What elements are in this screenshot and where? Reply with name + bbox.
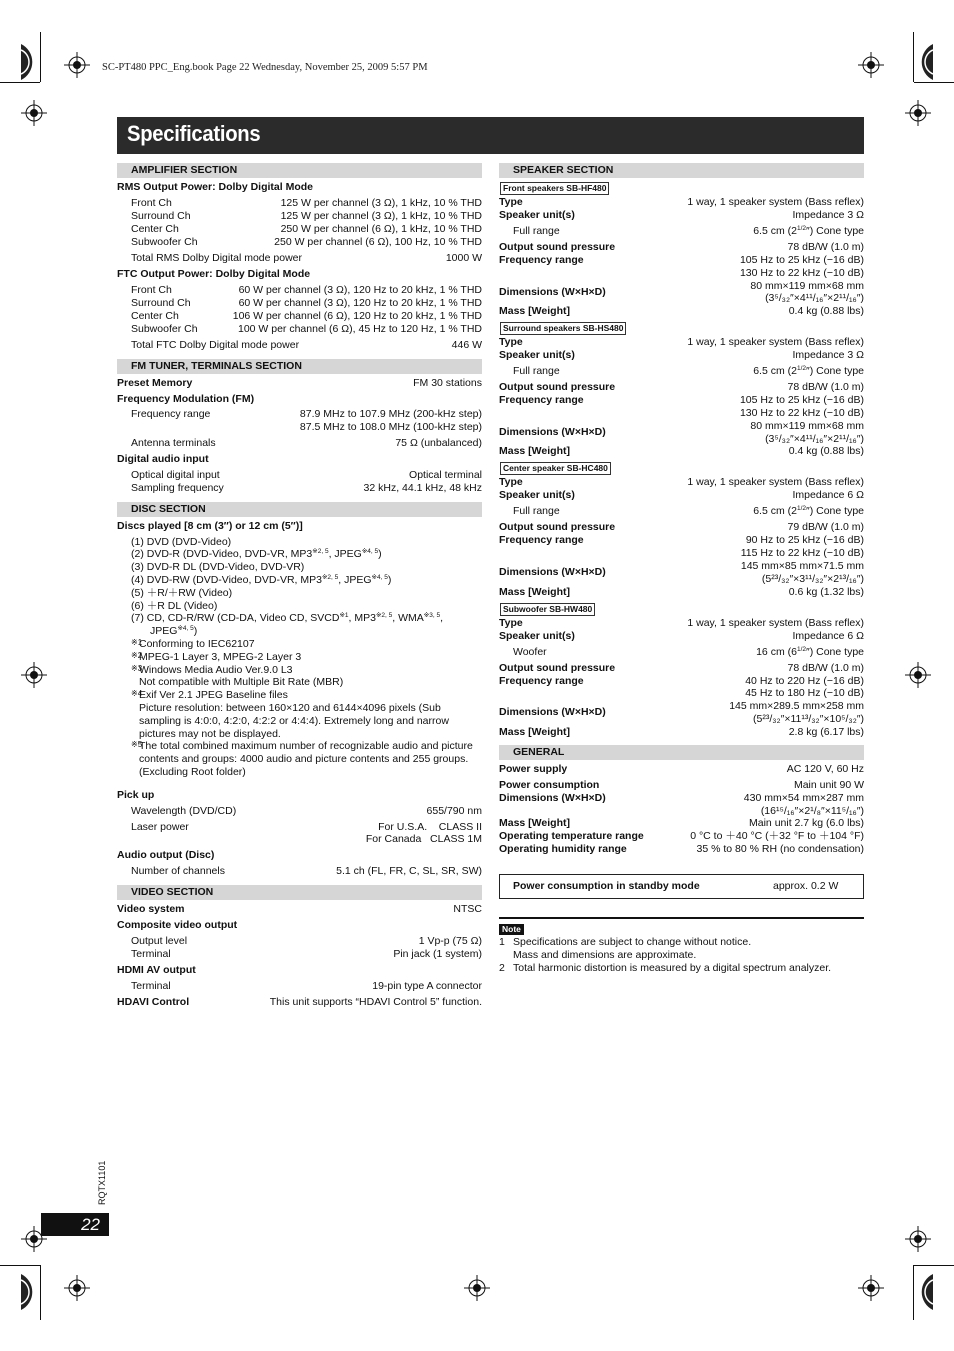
disc-footnote: ※2 MPEG-1 Layer 3, MPEG-2 Layer 3 <box>131 650 302 663</box>
spec-row: Frequency range 105 Hz to 25 kHz (−16 dB) 130 Hz to 22 kHz (−10 dB) <box>499 394 864 419</box>
registration-mark-icon <box>464 1275 490 1301</box>
spec-row: Total RMS Dolby Digital mode power 1000 W <box>131 251 482 264</box>
spec-row: Speaker unit(s) Impedance 3 Ω <box>499 209 864 221</box>
spec-row: Center Ch 106 W per channel (6 Ω), 120 Hz to 20 kHz, 1 % THD <box>131 309 482 322</box>
spec-row: Mass [Weight] 2.8 kg (6.17 lbs) <box>499 725 864 738</box>
disc-item: (6) ＋R DL (Video) <box>131 599 218 612</box>
registration-mark-icon <box>905 662 931 688</box>
spec-row: Output sound pressure 78 dB/W (1.0 m) <box>499 661 864 674</box>
spec-row: Video system NTSC <box>117 902 482 915</box>
standby-power-box <box>499 874 864 899</box>
registration-mark-icon <box>21 662 47 688</box>
spec-row: Dimensions (W×H×D) 145 mm×289.5 mm×258 mm (5²³/₃₂″×11¹³/₃₂″×10⁵/₃₂″) <box>499 700 864 725</box>
crop-line <box>0 82 40 83</box>
spec-row: Speaker unit(s) Impedance 6 Ω <box>499 489 864 502</box>
spec-row: Type 1 way, 1 speaker system (Bass reflex) <box>499 476 864 489</box>
spec-row: Power consumption Main unit 90 W <box>499 778 864 791</box>
ftc-title: FTC Output Power: Dolby Digital Mode <box>117 267 311 280</box>
disc-item: JPEG$^{※4, 5}$) <box>150 625 198 638</box>
spec-row: Output sound pressure 78 dB/W (1.0 m) <box>499 381 864 394</box>
spec-row: HDAVI Control This unit supports “HDAVI Control 5” function. <box>117 995 482 1008</box>
speaker-model-label: Surround speakers SB-HS480 <box>500 322 626 335</box>
spec-row: Dimensions (W×H×D) 430 mm×54 mm×287 mm (16¹⁵/₁₆″×2¹/₈″×11⁵/₁₆″) <box>499 791 864 817</box>
rms-title: RMS Output Power: Dolby Digital Mode <box>117 181 313 193</box>
spec-row: Mass [Weight] 0.6 kg (1.32 lbs) <box>499 585 864 598</box>
spec-row: Power supply AC 120 V, 60 Hz <box>499 762 864 775</box>
spec-subtitle: Digital audio input <box>117 452 209 465</box>
speaker-section-heading: SPEAKER SECTION <box>499 163 864 178</box>
registration-mark-icon <box>905 1226 931 1252</box>
spec-row: Type 1 way, 1 speaker system (Bass reflex) <box>499 616 864 629</box>
disc-footnote: ※1 Conforming to IEC62107 <box>131 637 255 650</box>
spec-row: Subwoofer Ch 100 W per channel (6 Ω), 45 Hz to 120 Hz, 1 % THD <box>131 322 482 335</box>
spec-row: Terminal 19-pin type A connector <box>131 979 482 992</box>
spec-row: Type 1 way, 1 speaker system (Bass reflex) <box>499 196 864 208</box>
standby-label: Power consumption in standby mode <box>513 880 700 892</box>
disc-footnote: ※5 The total combined maximum number of recognizable audio and picture contents and groups: 4000 audio and picture contents and 255 groups. (Excluding Root folder) <box>131 740 473 778</box>
video-section-heading: VIDEO SECTION <box>117 885 482 900</box>
registration-mark-icon <box>905 100 931 126</box>
spec-row: Preset Memory FM 30 stations <box>117 376 482 389</box>
disc-item: (7) CD, CD-R/RW (CD-DA, Video CD, SVCD$^{※1}$, MP3$^{※2, 5}$, WMA$^{※3, 5}$, <box>131 612 443 625</box>
note-divider <box>499 917 864 919</box>
crop-line <box>40 1265 41 1320</box>
spec-subtitle: Frequency Modulation (FM) <box>117 392 255 405</box>
corner-spiral-icon <box>21 40 45 84</box>
spec-row: Frequency range 105 Hz to 25 kHz (−16 dB) 130 Hz to 22 kHz (−10 dB) <box>499 254 864 279</box>
spec-subtitle: Audio output (Disc) <box>117 849 215 862</box>
speaker-model-label: Center speaker SB-HC480 <box>500 462 611 475</box>
spec-row: Operating humidity range 35 % to 80 % RH (no condensation) <box>499 843 864 856</box>
spec-row: Output level 1 Vp-p (75 Ω) <box>131 934 482 947</box>
spec-row: Full range 6.5 cm $(2^{1/2}'')$ Cone type <box>513 225 864 237</box>
spec-row: Dimensions (W×H×D) 80 mm×119 mm×68 mm (3⁵/₃₂″×4¹¹/₁₆″×2¹¹/₁₆″) <box>499 419 864 445</box>
spec-row: Full range 6.5 cm $(2^{1/2}'')$ Cone type <box>513 365 864 378</box>
registration-mark-icon <box>64 52 90 78</box>
crop-line <box>914 82 954 83</box>
notes <box>499 936 869 974</box>
spec-row: Frequency range 87.9 MHz to 107.9 MHz (200-kHz step) 87.5 MHz to 108.0 MHz (100-kHz step) <box>131 408 482 434</box>
spec-row: Dimensions (W×H×D) 145 mm×85 mm×71.5 mm (5²³/₃₂″×3¹¹/₃₂″×2¹³/₁₆″) <box>499 559 864 585</box>
spec-row: Output sound pressure 79 dB/W (1.0 m) <box>499 521 864 534</box>
page-title: Specifications <box>127 121 261 146</box>
disc-section-heading: DISC SECTION <box>117 502 482 517</box>
spec-row: Type 1 way, 1 speaker system (Bass reflex) <box>499 336 864 349</box>
spec-row: Center Ch 250 W per channel (6 Ω), 1 kHz, 10 % THD <box>131 222 482 235</box>
print-header: SC-PT480 PPC_Eng.book Page 22 Wednesday, November 25, 2009 5:57 PM <box>102 62 428 73</box>
spec-row: Speaker unit(s) Impedance 3 Ω <box>499 349 864 362</box>
spec-row: Optical digital input Optical terminal <box>131 468 482 481</box>
left-column <box>117 163 482 1009</box>
crop-line <box>0 1265 40 1266</box>
spec-row: Woofer 16 cm $(6^{1/2}'')$ Cone type <box>513 645 864 658</box>
spec-row: Full range 6.5 cm $(2^{1/2}'')$ Cone type <box>513 505 864 518</box>
disc-footnote: ※4 Exif Ver 2.1 JPEG Baseline files Picture resolution: between 160×120 and 6144×4096 pixels (Sub sampling is 4:0:0, 4:2:0, 4:2:2 or 4:4:4). Extremely long and narrow pictures may not be displayed. <box>131 689 449 740</box>
disc-item: (2) DVD-R (DVD-Video, DVD-VR, MP3$^{※2, 5}$, JPEG$^{※4, 5}$) <box>131 548 382 561</box>
right-column <box>499 163 864 856</box>
spec-row: Antenna terminals 75 Ω (unbalanced) <box>131 436 482 449</box>
crop-line <box>913 1265 914 1320</box>
spec-subtitle: HDMI AV output <box>117 963 196 976</box>
general-section-heading: GENERAL <box>499 745 864 760</box>
crop-line <box>913 32 914 82</box>
spec-row: Surround Ch 125 W per channel (3 Ω), 1 kHz, 10 % THD <box>131 209 482 222</box>
title-bar <box>117 117 864 154</box>
disc-footnote: ※3 Windows Media Audio Ver.9.0 L3 Not compatible with Multiple Bit Rate (MBR) <box>131 663 344 689</box>
crop-line <box>40 32 41 82</box>
document-code: RQTX1101 <box>97 1160 107 1205</box>
note-item: 1 Specifications are subject to change without notice. Mass and dimensions are approximate. <box>499 936 752 961</box>
note-label: Note <box>499 924 524 935</box>
disc-item: (1) DVD (DVD-Video) <box>131 535 232 548</box>
spec-row: Surround Ch 60 W per channel (3 Ω), 120 Hz to 20 kHz, 1 % THD <box>131 296 482 309</box>
spec-row: Sampling frequency 32 kHz, 44.1 kHz, 48 kHz <box>131 481 482 494</box>
discs-played-title: Discs played [8 cm (3″) or 12 cm (5″)] <box>117 519 303 532</box>
spec-row: Frequency range 40 Hz to 220 Hz (−16 dB) 45 Hz to 180 Hz (−10 dB) <box>499 674 864 700</box>
spec-row: Laser power For U.S.A. CLASS II For Canada CLASS 1M <box>131 820 482 846</box>
spec-row: Output sound pressure 78 dB/W (1.0 m) <box>499 241 864 253</box>
spec-row: Frequency range 90 Hz to 25 kHz (−16 dB) 115 Hz to 22 kHz (−10 dB) <box>499 534 864 560</box>
speaker-model-label: Front speakers SB-HF480 <box>500 182 609 195</box>
spec-row: Subwoofer Ch 250 W per channel (6 Ω), 100 Hz, 10 % THD <box>131 235 482 248</box>
registration-mark-icon <box>21 100 47 126</box>
disc-item: (5) ＋R/＋RW (Video) <box>131 586 233 599</box>
spec-subtitle: Composite video output <box>117 918 238 931</box>
spec-subtitle: Pick up <box>117 788 155 801</box>
spec-row: Dimensions (W×H×D) 80 mm×119 mm×68 mm (3⁵/₃₂″×4¹¹/₁₆″×2¹¹/₁₆″) <box>499 279 864 305</box>
spec-row: Speaker unit(s) Impedance 6 Ω <box>499 629 864 642</box>
disc-item: (4) DVD-RW (DVD-Video, DVD-VR, MP3$^{※2, 5}$, JPEG$^{※4, 5}$) <box>131 573 392 586</box>
note-item: 2 Total harmonic distortion is measured by a digital spectrum analyzer. <box>499 961 832 974</box>
spec-row: Number of channels 5.1 ch (FL, FR, C, SL, SR, SW) <box>131 864 482 877</box>
standby-value: approx. 0.2 W <box>773 880 839 892</box>
spec-row: Total FTC Dolby Digital mode power 446 W <box>131 338 482 351</box>
disc-item: (3) DVD-R DL (DVD-Video, DVD-VR) <box>131 561 305 574</box>
spec-row: Wavelength (DVD/CD) 655/790 nm <box>131 804 482 817</box>
corner-spiral-icon <box>21 1270 45 1314</box>
spec-row: Front Ch 60 W per channel (3 Ω), 120 Hz to 20 kHz, 1 % THD <box>131 283 482 296</box>
registration-mark-icon <box>64 1275 90 1301</box>
spec-row: Mass [Weight] Main unit 2.7 kg (6.0 lbs) <box>499 817 864 830</box>
registration-mark-icon <box>858 1275 884 1301</box>
spec-row: Mass [Weight] 0.4 kg (0.88 lbs) <box>499 445 864 458</box>
spec-row: Front Ch 125 W per channel (3 Ω), 1 kHz, 10 % THD <box>131 196 482 209</box>
registration-mark-icon <box>858 52 884 78</box>
speaker-model-label: Subwoofer SB-HW480 <box>500 603 595 616</box>
spec-row: Terminal Pin jack (1 system) <box>131 947 482 960</box>
spec-row: Operating temperature range 0 °C to ＋40 °C (＋32 °F to ＋104 °F) <box>499 830 864 843</box>
fm-tuner-section-heading: FM TUNER, TERMINALS SECTION <box>117 359 482 374</box>
page-number: 22 <box>41 1213 109 1236</box>
crop-line <box>914 1265 954 1266</box>
spec-row: Mass [Weight] 0.4 kg (0.88 lbs) <box>499 305 864 318</box>
amplifier-section-heading: AMPLIFIER SECTION <box>117 163 482 178</box>
